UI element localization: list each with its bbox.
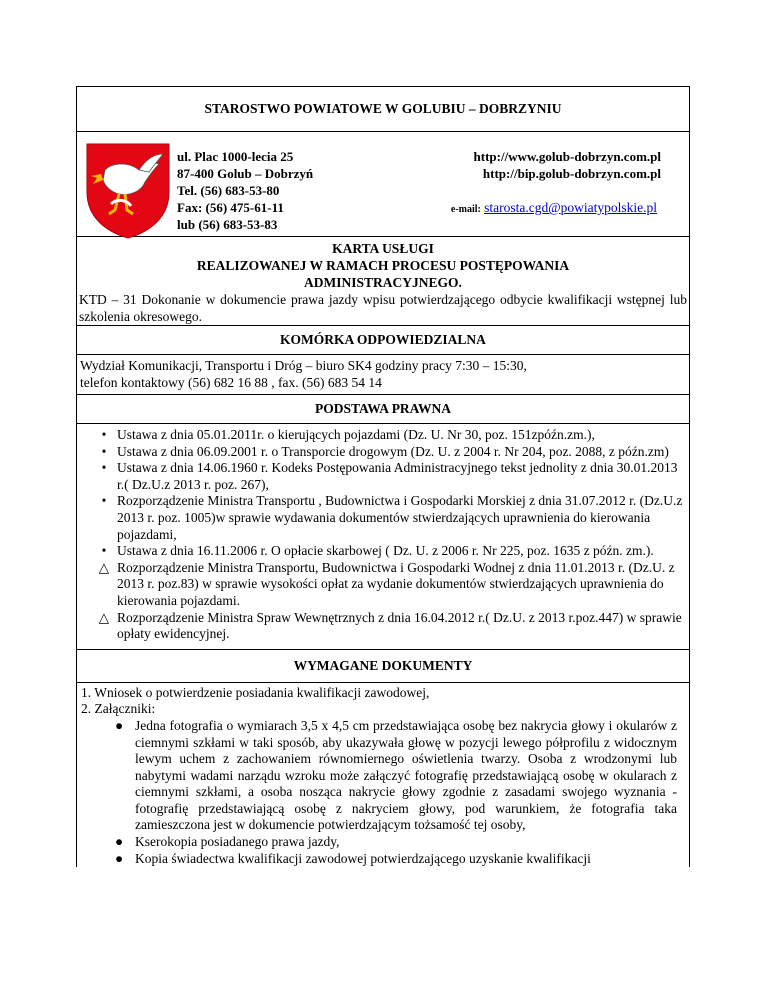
bullet-icon: • <box>101 443 107 459</box>
legal-basis-item <box>87 543 683 560</box>
triangle-bullet-icon: △ <box>98 609 110 625</box>
office-title: STAROSTWO POWIATOWE W GOLUBIU – DOBRZYNIU <box>76 86 690 132</box>
required-documents-list <box>76 683 690 868</box>
document-sheet <box>76 86 690 867</box>
office-header <box>76 132 690 237</box>
service-card-title-line: KARTA USŁUGI <box>332 241 434 256</box>
website-link[interactable]: http://www.golub-dobrzyn.com.pl <box>473 149 661 164</box>
service-card-section <box>76 237 690 326</box>
legal-basis-text: Ustawa z dnia 06.09.2001 r. o Transporcie drogowym (Dz. U. z 2004 r. Nr 204, poz. 2088, z późn.zm) <box>117 443 669 459</box>
office-email <box>451 200 657 216</box>
legal-basis-text: Ustawa z dnia 05.01.2011r. o kierujących pojazdami (Dz. U. Nr 30, poz. 151zpóźn.zm.), <box>117 427 595 442</box>
responsible-unit-details <box>76 355 690 395</box>
department-contact: telefon kontaktowy (56) 682 16 88 , fax. (56) 683 54 14 <box>80 375 382 390</box>
required-documents-heading: WYMAGANE DOKUMENTY <box>76 650 690 683</box>
legal-basis-item <box>87 560 683 610</box>
legal-basis-text: Rozporządzenie Ministra Spraw Wewnętrznych z dnia 16.04.2012 r.( Dz.U. z 2013 r.poz.447) w sprawie opłaty ewidencyjnej. <box>117 609 682 642</box>
legal-basis-list <box>76 424 690 650</box>
address-line: 87-400 Golub – Dobrzyń <box>177 166 314 181</box>
bip-link[interactable]: http://bip.golub-dobrzyn.com.pl <box>482 166 661 181</box>
legal-basis-text: Rozporządzenie Ministra Transportu, Budownictwa i Gospodarki Wodnej z dnia 11.01.2013 r. (Dz.U. z 2013 r. poz.83) w sprawie wysokości opłat za wydanie dokumentów stwierdzających uprawnienia do kierowania pojazdami. <box>117 559 675 608</box>
service-card-title-line: REALIZOWANEJ W RAMACH PROCESU POSTĘPOWANIA <box>196 258 570 273</box>
bullet-icon: ● <box>115 850 124 866</box>
attachments-label: 2. Załączniki: <box>81 701 156 717</box>
department-hours: Wydział Komunikacji, Transportu i Dróg – biuro SK4 godziny pracy 7:30 – 15:30, <box>80 358 527 373</box>
address-line: ul. Plac 1000-lecia 25 <box>177 149 294 164</box>
phone-alt-line: lub (56) 683-53-83 <box>177 217 278 232</box>
attachment-item <box>113 718 677 834</box>
legal-basis-text: Ustawa z dnia 14.06.1960 r. Kodeks Postępowania Administracyjnego tekst jednolity z dnia 30.01.2013 r.( Dz.U.z 2013 r. poz. 267), <box>117 460 678 492</box>
phone-line: Tel. (56) 683-53-80 <box>177 183 280 198</box>
email-link[interactable]: starosta.cgd@powiatypolskie.pl <box>484 200 657 215</box>
attachment-item <box>113 834 677 851</box>
service-card-title-line: ADMINISTRACYJNEGO. <box>304 275 462 290</box>
legal-basis-item <box>87 493 683 543</box>
attachment-text: Kopia świadectwa kwalifikacji zawodowej potwierdzającego uzyskanie kwalifikacji <box>135 850 591 866</box>
bullet-icon: ● <box>115 834 124 850</box>
bullet-icon: • <box>101 543 107 559</box>
legal-basis-item <box>87 610 683 643</box>
legal-basis-text: Rozporządzenie Ministra Transportu , Budownictwa i Gospodarki Morskiej z dnia 31.07.2012 r. (Dz.U.z 2013 r. poz. 1005)w sprawie wydawania dokumentów stwierdzających uprawnienia do kierowania pojazdami, <box>117 493 683 542</box>
bullet-icon: • <box>101 427 107 442</box>
attachment-text: Kserokopia posiadanego prawa jazdy, <box>135 834 340 850</box>
required-document-line: 1. Wniosek o potwierdzenie posiadania kwalifikacji zawodowej, <box>81 684 430 700</box>
office-address <box>177 148 313 233</box>
fax-line: Fax: (56) 475-61-11 <box>177 200 284 215</box>
bullet-icon: • <box>101 493 107 509</box>
office-websites <box>474 148 661 182</box>
triangle-bullet-icon: △ <box>98 559 110 575</box>
legal-basis-item <box>87 460 683 493</box>
coat-of-arms-icon <box>83 140 173 240</box>
attachment-item <box>113 851 677 868</box>
attachment-text: Jedna fotografia o wymiarach 3,5 x 4,5 cm przedstawiająca osobę bez nakrycia głowy i okularów z ciemnymi szkłami w taki sposób, aby ukazywała głowę w pozycji lewego półprofilu z widocznym lewym uchem z zachowaniem równomiernego oświetlenia twarzy. Osoba z wrodzonymi lub nabytymi wadami narządu wzroku może załączyć fotografię przedstawiającą osobę w okularach z ciemnymi szkłami, a osoba nosząca nakrycie głowy zgodnie z zasadami swojego wyznania - fotografię przedstawiającą osobę z nakryciem głowy, pod warunkiem, że fotografia taka zamieszczona jest w dokumencie potwierdzającym tożsamość tej osoby, <box>135 717 677 833</box>
legal-basis-text: Ustawa z dnia 16.11.2006 r. O opłacie skarbowej ( Dz. U. z 2006 r. Nr 225, poz. 1635 z późn. zm.). <box>117 543 654 559</box>
legal-basis-heading: PODSTAWA PRAWNA <box>76 395 690 424</box>
bullet-icon: • <box>101 460 107 476</box>
legal-basis-item <box>87 427 683 444</box>
legal-basis-item <box>87 444 683 461</box>
service-description: KTD – 31 Dokonanie w dokumencie prawa jazdy wpisu potwierdzającego odbycie kwalifikacji wstępnej lub szkolenia okresowego. <box>79 292 687 324</box>
responsible-unit-heading: KOMÓRKA ODPOWIEDZIALNA <box>76 326 690 355</box>
email-label: e-mail: <box>450 204 481 215</box>
service-card-title <box>77 237 689 291</box>
bullet-icon: ● <box>115 717 124 733</box>
